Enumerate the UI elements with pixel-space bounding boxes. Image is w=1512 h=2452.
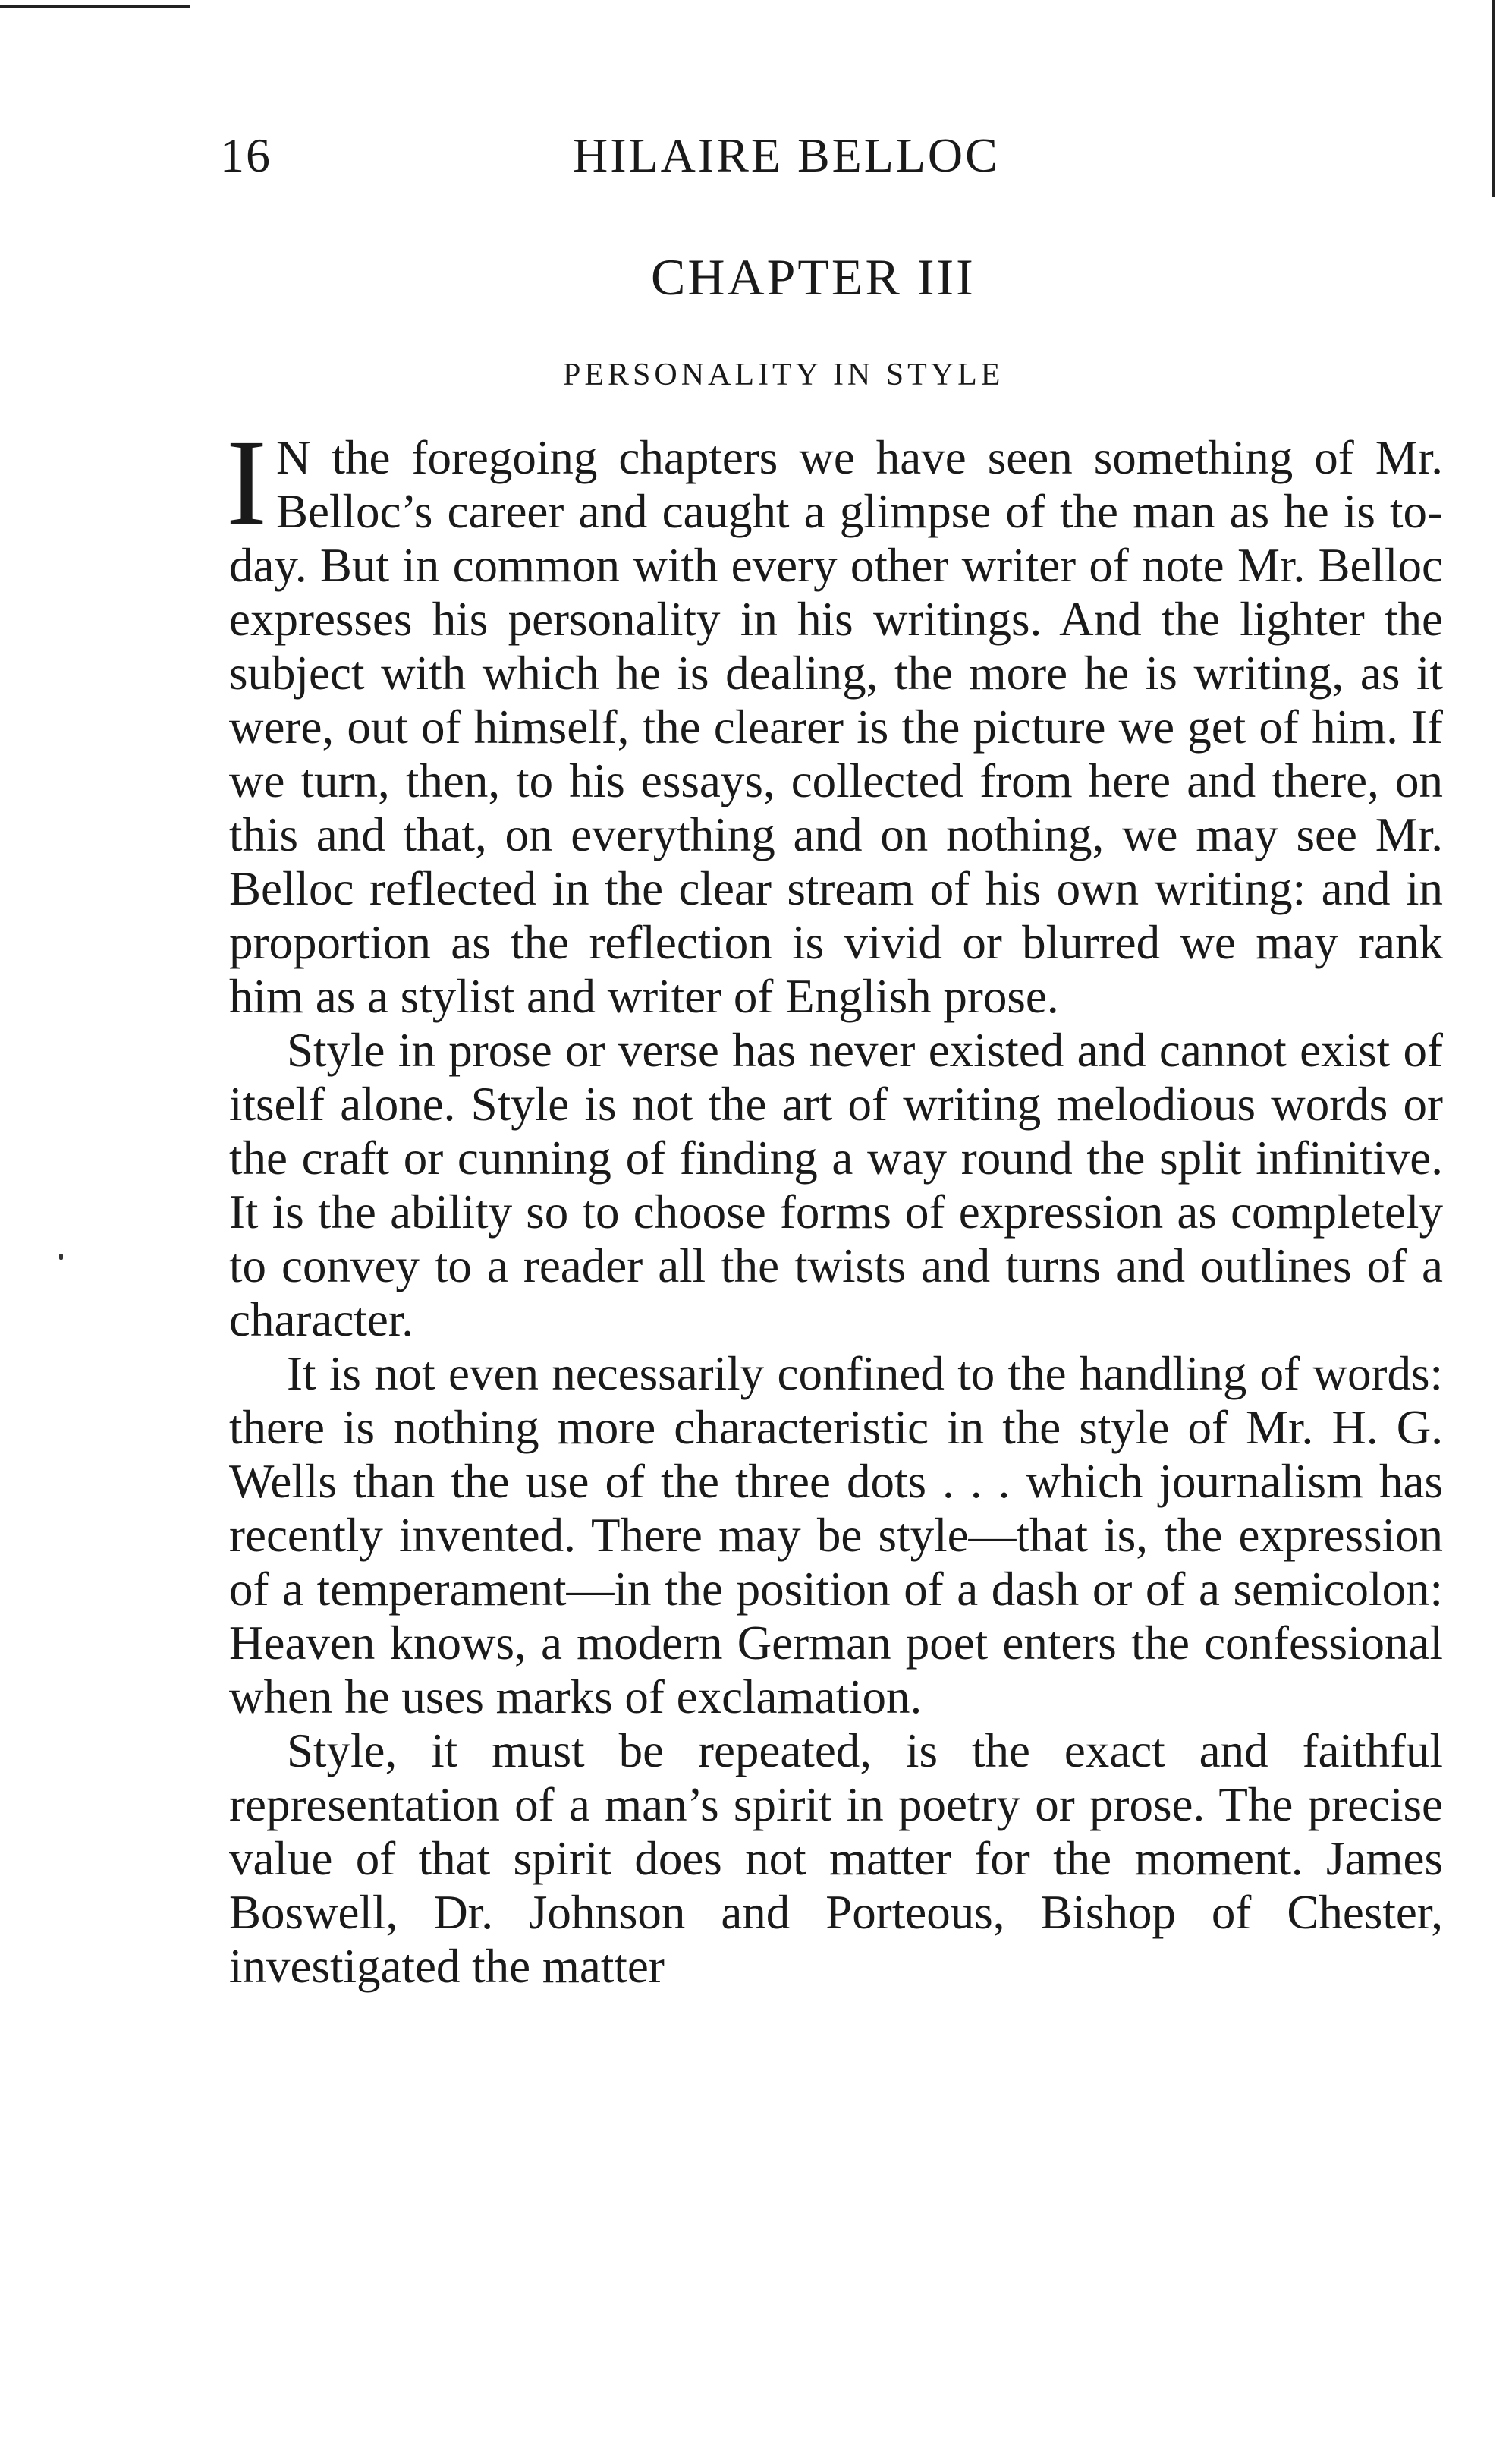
body-text (226, 415, 1443, 1994)
paragraph-4: Style, it must be repeated, is the exact and faithful representation of a man’s spirit in poetry or prose. The precise value of that spirit does not matter for the moment. James Boswell, Dr. Johnson and Porteous, Bishop of Chester, investigated the matter (229, 1724, 1443, 1993)
chapter-heading: CHAPTER III (651, 248, 976, 306)
running-title: HILAIRE BELLOC (573, 128, 1000, 182)
margin-speck (59, 1254, 63, 1260)
paragraph-1-text: N the foregoing chapters we have seen something of Mr. Belloc’s career and caught a glimpse of the man as he is to-day. But in common with every other writer of note Mr. Belloc expresses his personality in his writings. And the lighter the subject with which he is dealing, the more he is writing, as it were, out of himself, the clearer is the picture we get of him. If we turn, then, to his essays, collected from here and there, on this and that, on everything and on nothing, we may see Mr. Belloc reflected in the clear stream of his own writing: and in proportion as the reflection is vivid or blurred we may rank him as a stylist and writer of English prose. (229, 431, 1443, 1023)
scan-edge-rule (0, 5, 190, 8)
paragraph-2: Style in prose or verse has never existed and cannot exist of itself alone. Style is not the art of writing melodious words or the craft or cunning of finding a way round the split infinitive. It is the ability so to choose forms of expression as completely to convey to a reader all the twists and turns and outlines of a character. (229, 1024, 1443, 1346)
paragraph-1 (226, 415, 1443, 1024)
drop-cap: I (226, 415, 267, 551)
page-number: 16 (220, 128, 272, 182)
running-head (0, 127, 1512, 188)
paragraph-3: It is not even necessarily confined to the handling of words: there is nothing more characteristic in the style of Mr. H. G. Wells than the use of the three dots . . . which journalism has recently invented. There may be style—that is, the expression of a temperament—in the position of a dash or of a semicolon: Heaven knows, a modern German poet enters the confessional when he uses marks of exclamation. (229, 1347, 1443, 1723)
chapter-subtitle: PERSONALITY IN STYLE (563, 357, 1004, 392)
